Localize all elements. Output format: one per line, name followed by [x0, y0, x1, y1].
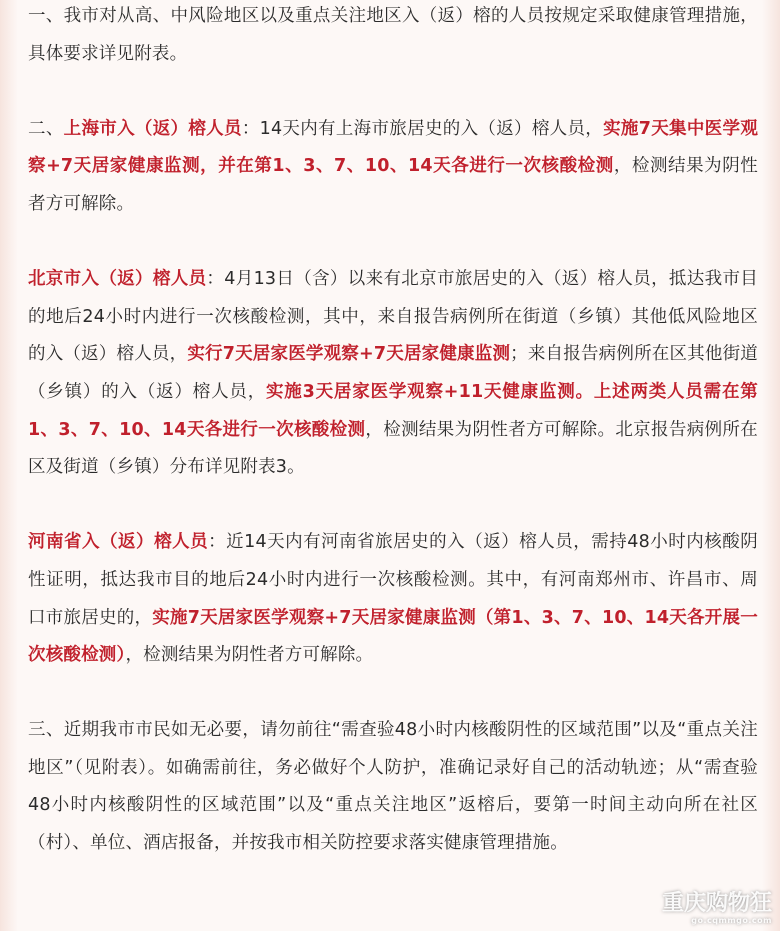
body-text: ，检测结果为阴性者方可解除。	[125, 645, 374, 666]
highlight-text: 实施7天居家医学观察+7天居家健康监测（第1、3、7、10、14天各开展一次核酸检测）	[28, 607, 758, 666]
body-text: ：近14天内有河南省旅居史的入（返）榕人员，需持48小时内核酸阴性证明，抵达我市目的地后24小时内进行一次核酸检测。其中，有河南郑州市、许昌市、周口市旅居史的，	[28, 532, 758, 628]
body-text: 三、近期我市市民如无必要，请勿前往“需查验48小时内核酸阴性的区域范围”以及“重点关注地区”（见附表）。如确需前往，务必做好个人防护，准确记录好自己的活动轨迹；从“需查验48小时内核酸阴性的区域范围”以及“重点关注地区”返榕后，要第一时间主动向所在社区（村）、单位、酒店报备，并按我市相关防控要求落实健康管理措施。	[28, 720, 758, 854]
highlight-text: 北京市入（返）榕人员	[28, 269, 207, 290]
highlight-text: 河南省入（返）榕人员	[28, 532, 209, 553]
body-text: ，检测结果为阴性者方可解除。北京报告病例所在区及街道（乡镇）分布详见附表3。	[28, 419, 758, 478]
paragraph-1	[28, 0, 758, 73]
body-text: ；来自报告病例所在区其他街道（乡镇）的入（返）榕人员，	[28, 344, 758, 402]
watermark-main: 重庆购物狂	[661, 891, 772, 916]
body-text: ：14天内有上海市旅居史的入（返）榕人员，	[241, 118, 604, 139]
body-text: ：4月13日（含）以来有北京市旅居史的入（返）榕人员，抵达我市目的地后24小时内进行一次核酸检测，其中，来自报告病例所在街道（乡镇）其他低风险地区的入（返）榕人员，	[28, 269, 758, 365]
highlight-text: 上海市入（返）榕人员	[63, 118, 242, 139]
highlight-text: 实行7天居家医学观察+7天居家健康监测	[187, 344, 511, 365]
watermark-logo	[654, 892, 772, 925]
body-text: ，检测结果为阴性者方可解除。	[28, 156, 758, 214]
highlight-text: 实施7天集中医学观察+7天居家健康监测，并在第1、3、7、10、14天各进行一次核酸检测	[28, 118, 759, 177]
highlight-text: 实施3天居家医学观察+11天健康监测。上述两类人员需在第1、3、7、10、14天各进行一次核酸检测	[28, 381, 758, 440]
body-text: 二、	[28, 118, 64, 139]
paragraph-henan	[28, 524, 758, 674]
body-text: 一、我市对从高、中风险地区以及重点关注地区入（返）榕的人员按规定采取健康管理措施，具体要求详见附表。	[28, 6, 758, 64]
watermark-sub: go.cqmmgo.com	[691, 916, 772, 925]
paragraph-beijing	[28, 261, 758, 487]
paragraph-shanghai	[28, 111, 758, 224]
article-body	[28, 0, 758, 863]
paragraph-3	[28, 712, 758, 862]
